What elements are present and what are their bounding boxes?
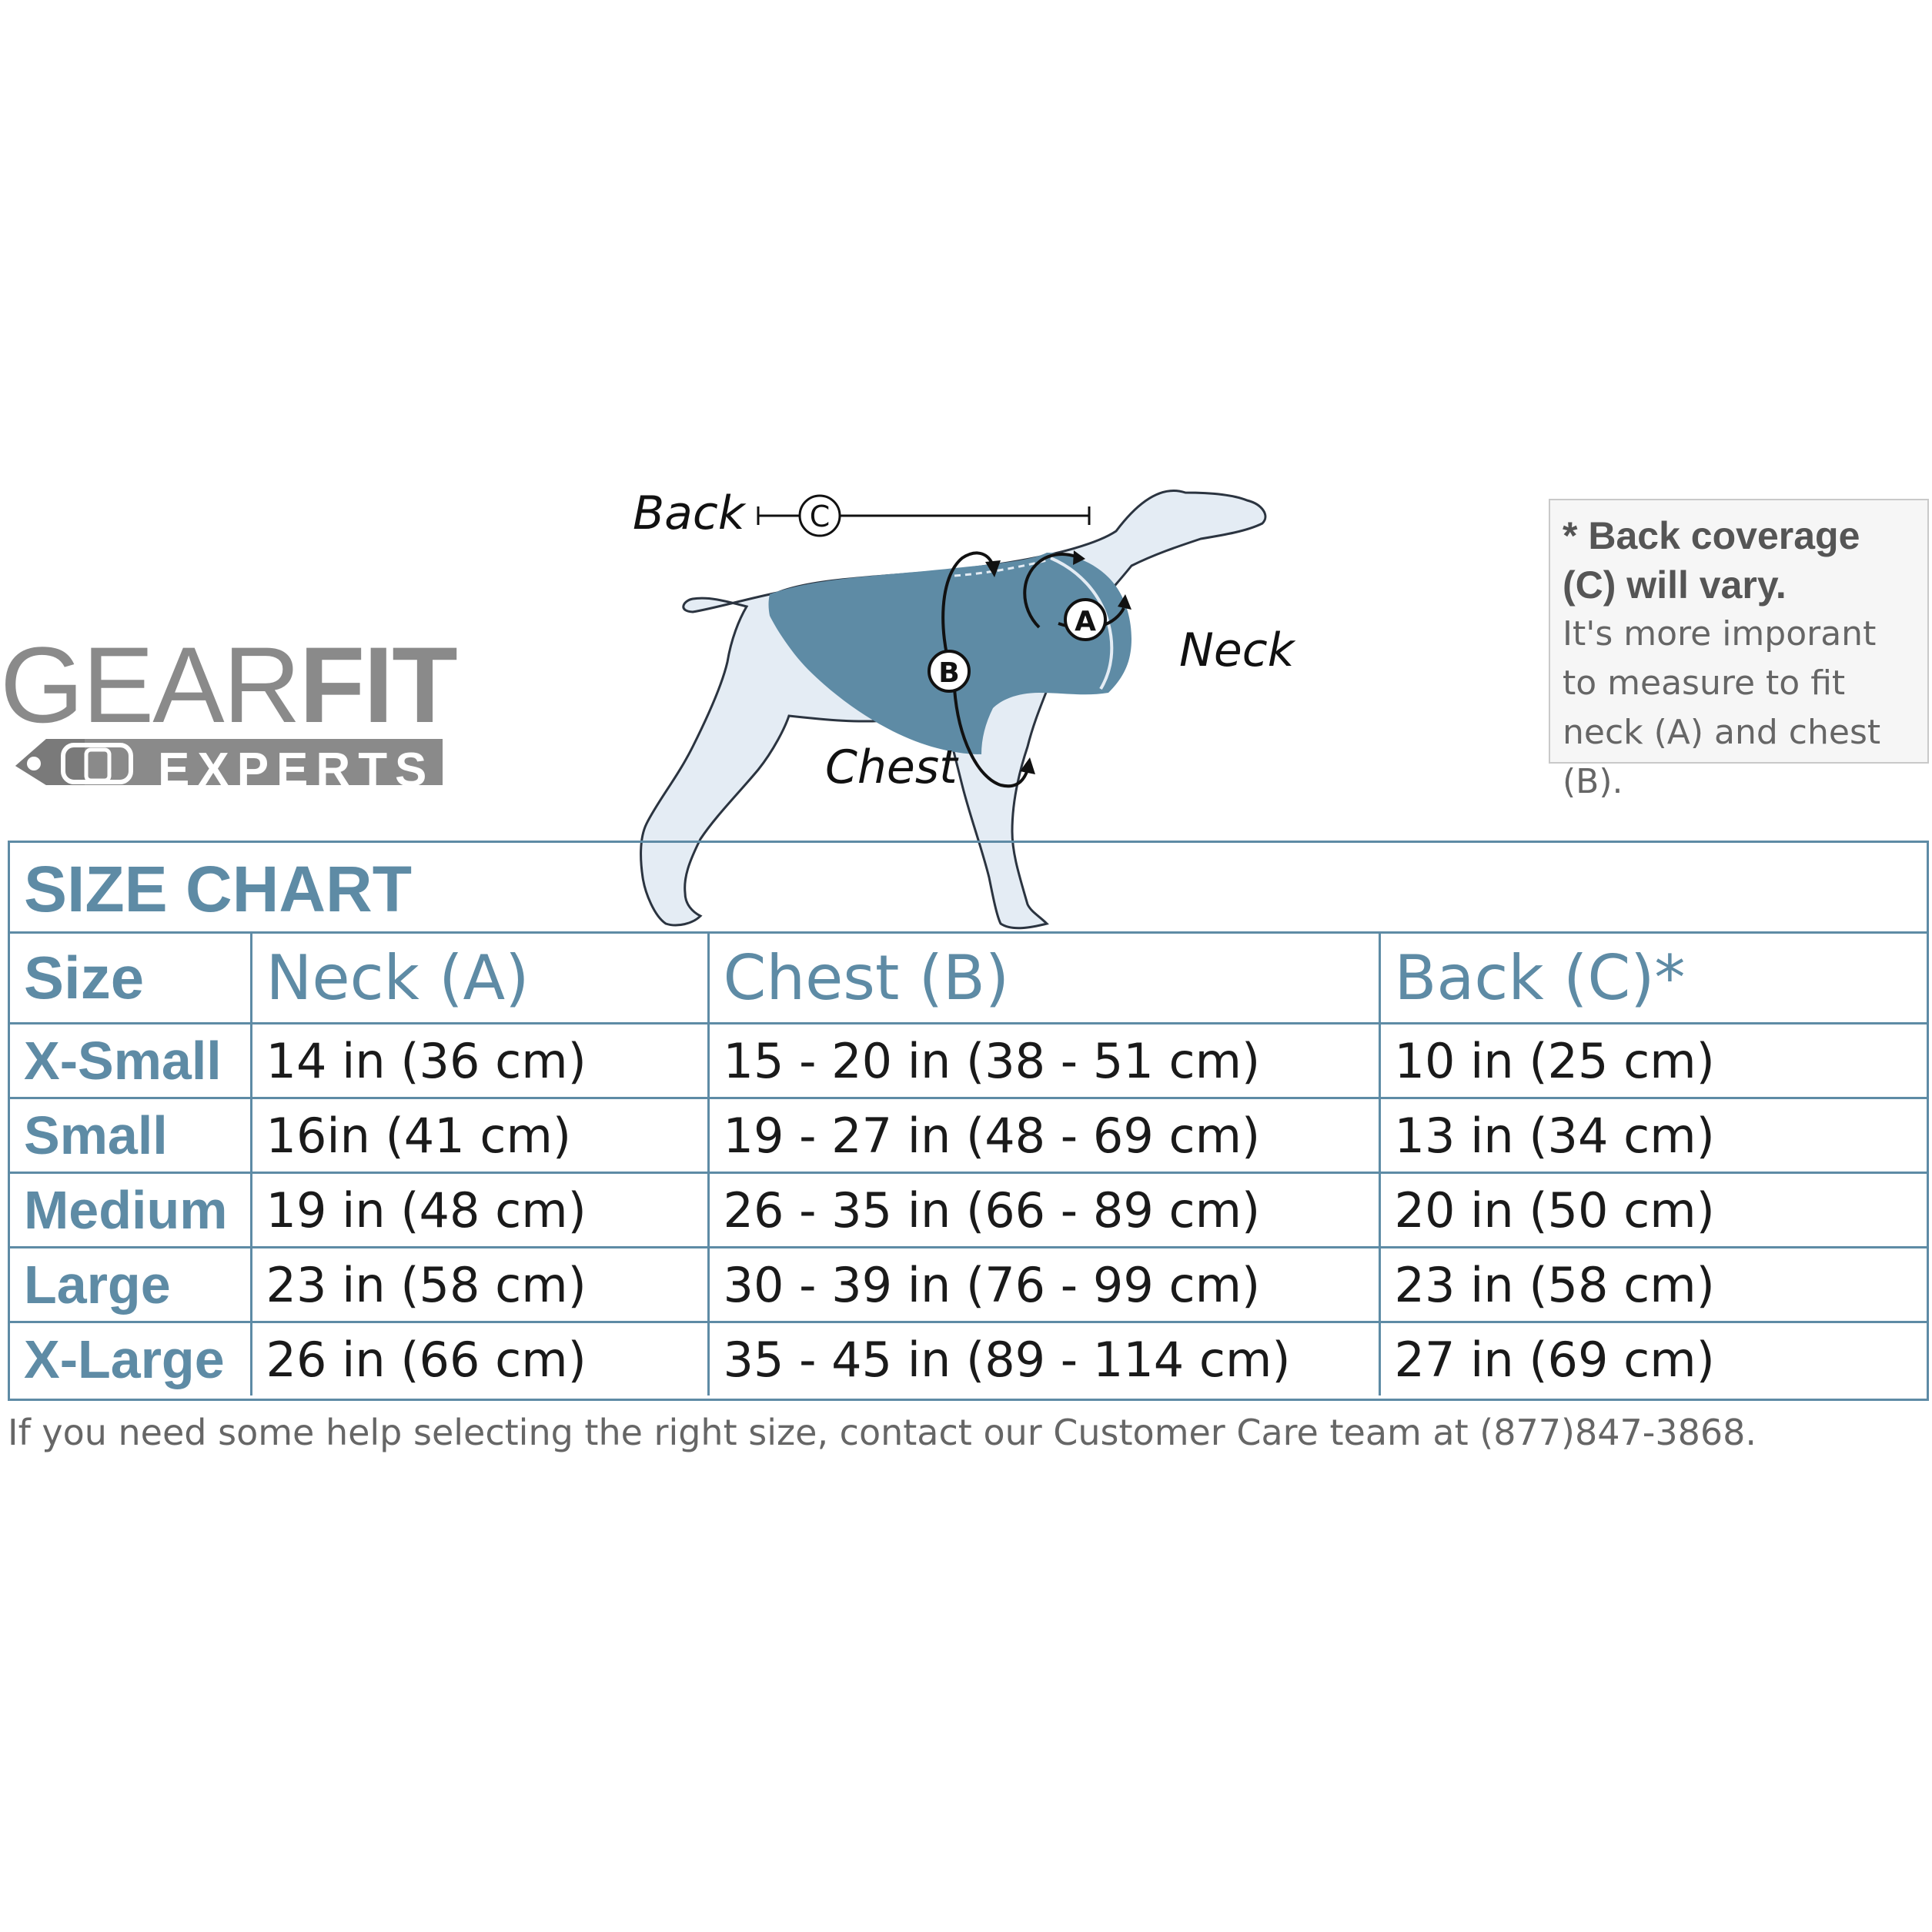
size-cell: X-Large [10,1322,251,1396]
logo-wordmark [0,624,456,745]
table-row [10,1024,1927,1098]
note-body: It's more imporant to measure to fit neck (A) and chest (B). [1563,614,1881,801]
chest-cell: 30 - 39 in (76 - 99 cm) [708,1248,1379,1322]
marker-a: A [1075,606,1096,637]
col-header-size: Size [10,934,251,1024]
note-star: * [1563,514,1578,557]
gearfit-experts-logo [0,624,462,797]
neck-cell: 14 in (36 cm) [251,1024,708,1098]
neck-cell: 19 in (48 cm) [251,1173,708,1248]
back-cell: 10 in (25 cm) [1379,1024,1927,1098]
back-cell: 20 in (50 cm) [1379,1173,1927,1248]
size-chart [8,841,1929,1401]
chest-cell: 15 - 20 in (38 - 51 cm) [708,1024,1379,1098]
note-title-text: Back coverage (C) will vary. [1563,514,1860,607]
logo-experts: EXPERTS [158,744,435,797]
size-table [10,934,1927,1396]
marker-c: C [809,500,831,533]
back-cell: 27 in (69 cm) [1379,1322,1927,1396]
size-chart-title: SIZE CHART [24,853,412,925]
size-cell: X-Small [10,1024,251,1098]
back-coverage-note [1549,499,1929,801]
marker-b: B [938,657,960,689]
logo-word-gear: GEAR [0,624,299,745]
neck-cell: 16in (41 cm) [251,1098,708,1173]
back-cell: 13 in (34 cm) [1379,1098,1927,1173]
neck-cell: 23 in (58 cm) [251,1248,708,1322]
back-label: Back [633,486,745,540]
size-cell: Large [10,1248,251,1322]
neck-cell: 26 in (66 cm) [251,1322,708,1396]
chest-label: Chest [825,740,958,794]
customer-care-note: If you need some help selecting the right size, contact our Customer Care team at (877)847-3868. [8,1412,1757,1453]
table-row [10,1248,1927,1322]
chest-cell: 35 - 45 in (89 - 114 cm) [708,1322,1379,1396]
table-row [10,1098,1927,1173]
col-header-chest: Chest (B) [708,934,1379,1024]
col-header-neck: Neck (A) [251,934,708,1024]
size-cell: Medium [10,1173,251,1248]
chest-cell: 19 - 27 in (48 - 69 cm) [708,1098,1379,1173]
chest-cell: 26 - 35 in (66 - 89 cm) [708,1173,1379,1248]
size-chart-title-bar [10,843,1927,934]
table-row [10,1322,1927,1396]
logo-word-fit: FIT [299,624,456,745]
size-cell: Small [10,1098,251,1173]
col-header-back: Back (C)* [1379,934,1927,1024]
table-row [10,1173,1927,1248]
neck-label: Neck [1179,623,1295,677]
table-header-row [10,934,1927,1024]
back-cell: 23 in (58 cm) [1379,1248,1927,1322]
note-title [1563,511,1915,610]
